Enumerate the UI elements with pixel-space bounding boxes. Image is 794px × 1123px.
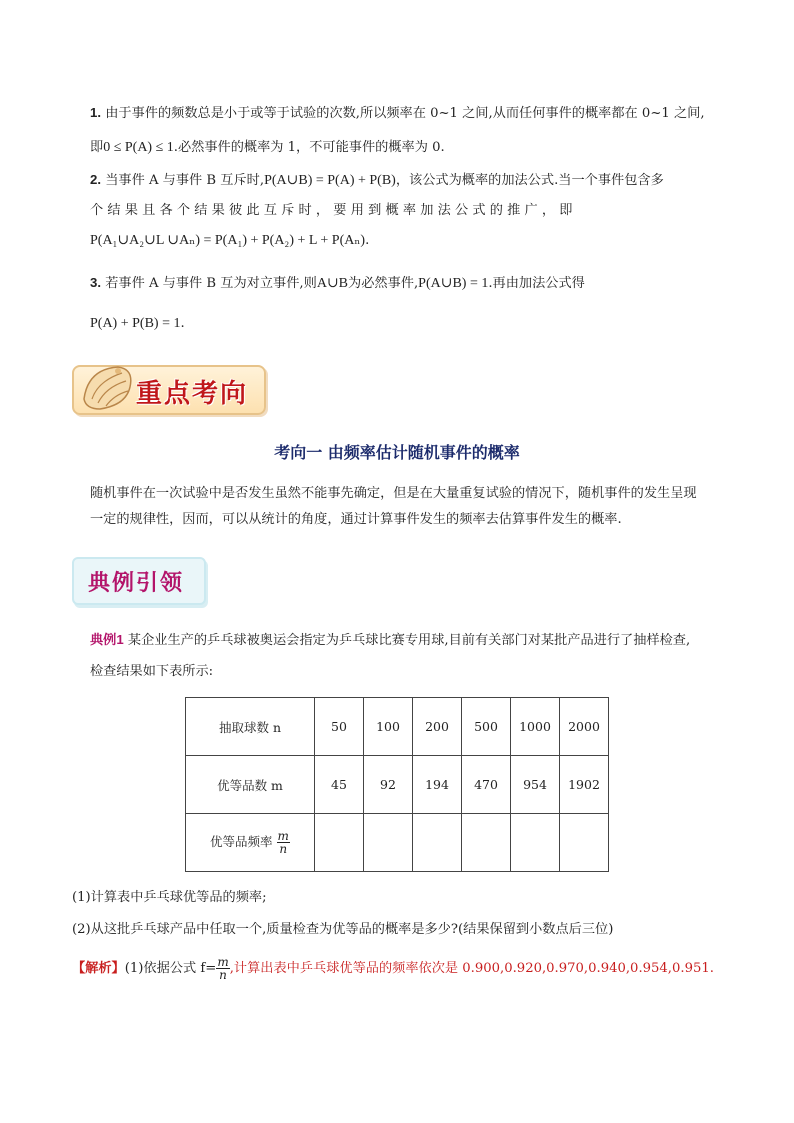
math-formula: 0 ≤ P(A) ≤ 1 [103, 140, 174, 155]
question-2: (2)从这批乒乓球产品中任取一个,质量检查为优等品的概率是多少?(结果保留到小数点后三位) [72, 922, 614, 937]
paragraph-1-line-1 [90, 103, 705, 124]
math-formula: P(A∪B) = 1 [418, 276, 489, 291]
table-header-cell: 优等品数 m [186, 756, 315, 814]
example-line-2: 检查结果如下表所示: [90, 664, 214, 679]
table-cell: 1902 [560, 756, 609, 814]
table-cell: 200 [413, 698, 462, 756]
example-banner [72, 557, 206, 605]
answer-line [72, 956, 714, 981]
example-line-1 [90, 630, 690, 651]
text: 若事件 A 与事件 B 互为对立事件,则 [105, 276, 317, 291]
section-body-line-2: 一定的规律性，因而，可以从统计的角度，通过计算事件发生的频率去估算事件发生的概率. [90, 512, 622, 527]
text: 个 结 果 且 各 个 结 果 彼 此 互 斥 时 ， 要 用 到 概 率 加 法 公 式 的 推 广 ， 即 [90, 203, 573, 218]
text: . [365, 233, 370, 248]
table-cell: 50 [315, 698, 364, 756]
table-cell [511, 814, 560, 872]
row-label: 优等品频率 [210, 834, 273, 849]
table-cell: 92 [364, 756, 413, 814]
table-cell: 45 [315, 756, 364, 814]
text: 某企业生产的乒乓球被奥运会指定为乒乓球比赛专用球,目前有关部门对某批产品进行了抽样检查, [127, 633, 691, 648]
table-cell: 954 [511, 756, 560, 814]
example-banner-title: 典例引领 [88, 571, 185, 596]
table-cell [560, 814, 609, 872]
fraction-m-over-n [277, 830, 290, 855]
text: ，该公式为概率的加法公式.当一个事件包含多 [395, 173, 664, 188]
table-cell: 470 [462, 756, 511, 814]
section-title: 考向一 由频率估计随机事件的概率 [274, 443, 520, 462]
text: .必然事件的概率为 1，不可能事件的概率为 0. [173, 140, 445, 155]
fraction-m-over-n [216, 956, 229, 981]
item-number: 1. [90, 105, 101, 120]
paragraph-3-line-2 [90, 314, 185, 334]
sampling-table [185, 697, 609, 872]
item-number: 3. [90, 275, 101, 290]
table-cell: 500 [462, 698, 511, 756]
question-1: (1)计算表中乒乓球优等品的频率; [72, 890, 267, 905]
paragraph-2-line-2 [90, 201, 572, 221]
table-row [186, 698, 609, 756]
table-row [186, 814, 609, 872]
fraction-denominator: n [219, 968, 227, 982]
paragraph-2-line-1 [90, 170, 664, 191]
seashell-icon [78, 359, 138, 417]
fraction-denominator: n [279, 842, 288, 856]
table-cell [413, 814, 462, 872]
text: 即 [90, 140, 104, 155]
paragraph-1-line-2 [90, 138, 445, 158]
math-formula: P(A) + P(B) = 1 [90, 316, 181, 331]
table-cell [364, 814, 413, 872]
section-body-line-1: 随机事件在一次试验中是否发生虽然不能事先确定，但是在大量重复试验的情况下，随机事件的发生呈现 [90, 486, 697, 501]
text: 为必然事件, [348, 276, 419, 291]
table-cell: 1000 [511, 698, 560, 756]
text: .再由加法公式得 [488, 276, 585, 291]
key-topics-banner [72, 365, 266, 415]
banner-title: 重点考向 [136, 379, 249, 409]
answer-tag: 【解析】 [72, 961, 125, 976]
table-cell: 100 [364, 698, 413, 756]
text: . [180, 316, 185, 331]
table-cell [315, 814, 364, 872]
table-cell [462, 814, 511, 872]
table-header-cell [186, 814, 315, 872]
table-header-cell: 抽取球数 n [186, 698, 315, 756]
fraction-numerator: m [277, 829, 289, 843]
table-cell: 2000 [560, 698, 609, 756]
math-formula: A∪B [316, 276, 349, 291]
text: (1)依据公式 f= [124, 961, 217, 976]
item-number: 2. [90, 172, 101, 187]
text: 由于事件的频数总是小于或等于试验的次数,所以频率在 0~1 之间,从而任何事件的概率都在 0~1 之间, [105, 106, 705, 121]
math-formula: P(A₁∪A₂∪L ∪Aₙ) = P(A₁) + P(A₂) + L + P(Aₙ) [90, 233, 366, 248]
table-row [186, 756, 609, 814]
paragraph-3-line-1 [90, 273, 585, 294]
text: ,计算出表中乒乓球优等品的频率依次是 0.900,0.920,0.970,0.940,0.954,0.951. [229, 961, 714, 976]
example-label: 典例1 [90, 632, 124, 647]
table-cell: 194 [413, 756, 462, 814]
paragraph-2-line-3 [90, 231, 369, 251]
text: 当事件 A 与事件 B 互斥时, [105, 173, 265, 188]
fraction-numerator: m [217, 955, 229, 969]
math-formula: P(A∪B) = P(A) + P(B) [264, 173, 396, 188]
